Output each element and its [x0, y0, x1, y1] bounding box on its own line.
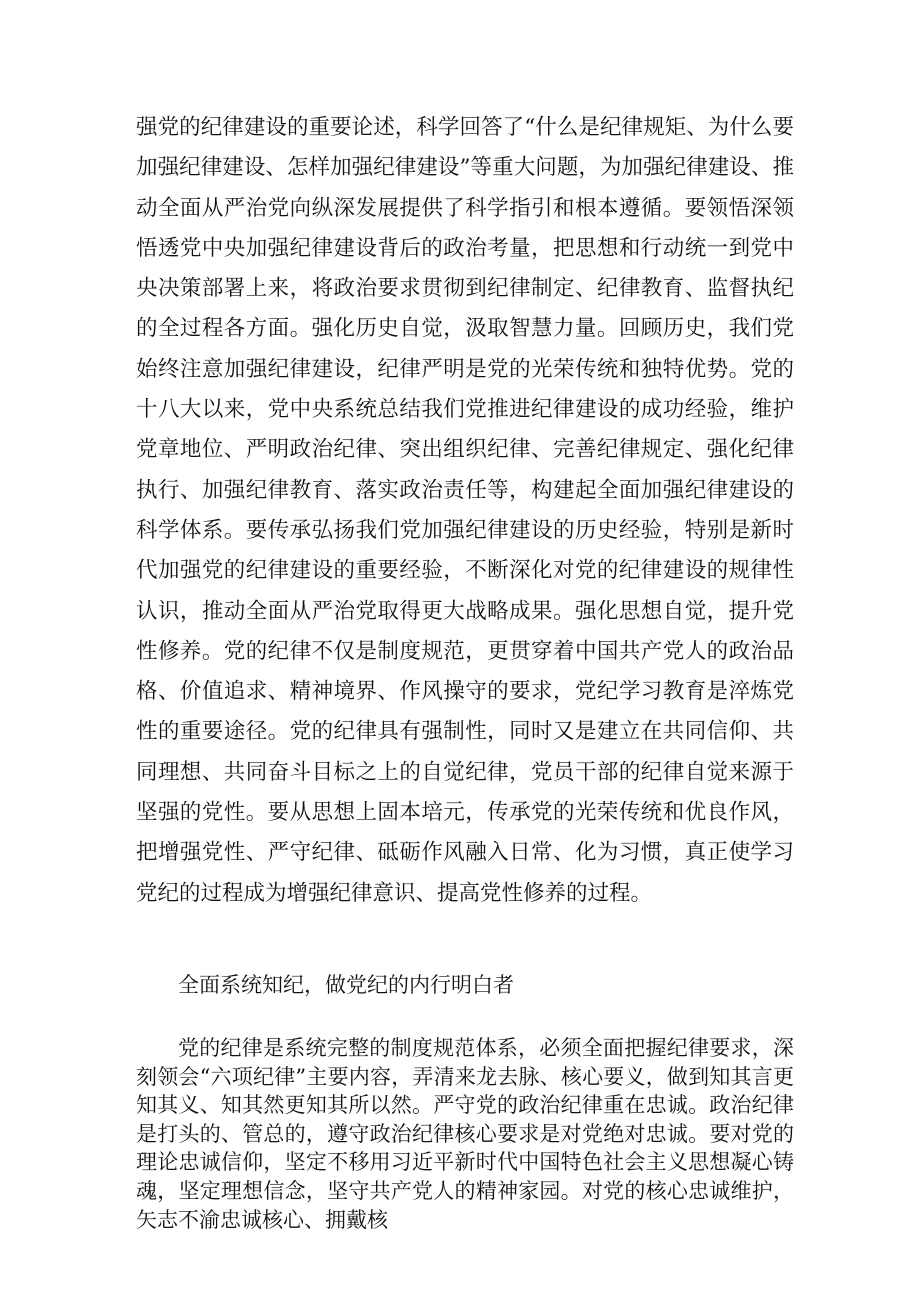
body-paragraph-1: 强党的纪律建设的重要论述，科学回答了“什么是纪律规矩、为什么要加强纪律建设、怎样加强纪律建设”等重大问题，为加强纪律建设、推动全面从严治党向纵深发展提供了科学指引和根本遵循。要领悟深领悟透党中央加强纪律建设背后的政治考量，把思想和行动统一到党中央决策部署上来，将政治要求贯彻到纪律制定、纪律教育、监督执纪的全过程各方面。强化历史自觉，汲取智慧力量。回顾历史，我们党始终注意加强纪律建设，纪律严明是党的光荣传统和独特优势。党的十八大以来，党中央系统总结我们党推进纪律建设的成功经验，维护党章地位、严明政治纪律、突出组织纪律、完善纪律规定、强化纪律执行、加强纪律教育、落实政治责任等，构建起全面加强纪律建设的科学体系。要传承弘扬我们党加强纪律建设的历史经验，特别是新时代加强党的纪律建设的重要经验，不断深化对党的纪律建设的规律性认识，推动全面从严治党取得更大战略成果。强化思想自觉，提升党性修养。党的纪律不仅是制度规范，更贯穿着中国共产党人的政治品格、价值追求、精神境界、作风操守的要求，党纪学习教育是淬炼党性的重要途径。党的纪律具有强制性，同时又是建立在共同信仰、共同理想、共同奋斗目标之上的自觉纪律，党员干部的纪律自觉来源于坚强的党性。要从思想上固本培元，传承党的光荣传统和优良作风，把增强党性、严守纪律、砥砺作风融入日常、化为习惯，真正使学习党纪的过程成为增强纪律意识、提高党性修养的过程。	[136, 115, 794, 906]
body-paragraph-2: 党的纪律是系统完整的制度规范体系，必须全面把握纪律要求，深刻领会“六项纪律”主要内容，弄清来龙去脉、核心要义，做到知其言更知其义、知其然更知其所以然。严守党的政治纪律重在忠诚。政治纪律是打头的、管总的，遵守政治纪律核心要求是对党绝对忠诚。要对党的理论忠诚信仰，坚定不移用习近平新时代中国特色社会主义思想凝心铸魂，坚定理想信念，坚守共产党人的精神家园。对党的核心忠诚维护，矢志不渝忠诚核心、拥戴核	[136, 1036, 794, 1232]
section-heading: 全面系统知纪，做党纪的内行明白者	[178, 973, 514, 997]
